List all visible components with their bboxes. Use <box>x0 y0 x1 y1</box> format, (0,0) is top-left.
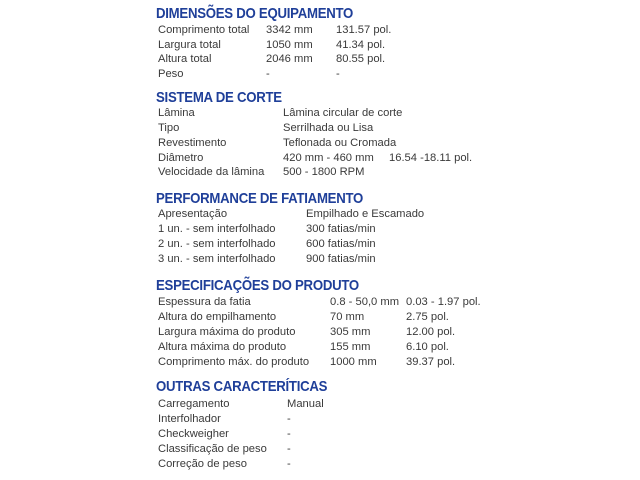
spec-value-alt: 80.55 pol. <box>336 53 386 65</box>
spec-label: Checkweigher <box>158 428 229 440</box>
spec-value: 1050 mm <box>266 39 313 51</box>
spec-value: Empilhado e Escamado <box>306 208 425 220</box>
spec-row <box>0 237 640 252</box>
spec-value: 500 - 1800 RPM <box>283 166 365 178</box>
spec-row <box>0 412 640 427</box>
spec-row <box>0 165 640 180</box>
spec-value-alt: 131.57 pol. <box>336 24 392 36</box>
spec-label: 2 un. - sem interfolhado <box>158 238 276 250</box>
spec-label: Correção de peso <box>158 458 247 470</box>
spec-value: 900 fatias/min <box>306 253 376 265</box>
spec-row <box>0 222 640 237</box>
spec-label: Altura máxima do produto <box>158 341 287 353</box>
spec-value-alt: 0.03 - 1.97 pol. <box>406 296 481 308</box>
section-title: ESPECIFICAÇÕES DO PRODUTO <box>156 277 359 294</box>
spec-value: 3342 mm <box>266 24 313 36</box>
spec-label: Interfolhador <box>158 413 221 425</box>
spec-value: 305 mm <box>330 326 371 338</box>
spec-value: 300 fatias/min <box>306 223 376 235</box>
spec-row <box>0 151 640 166</box>
section-title: SISTEMA DE CORTE <box>156 89 282 106</box>
spec-label: Lâmina <box>158 107 195 119</box>
spec-row <box>0 397 640 412</box>
spec-label: Largura máxima do produto <box>158 326 296 338</box>
section-title: OUTRAS CARACTERÍTICAS <box>156 378 328 395</box>
spec-value-alt: - <box>336 68 340 80</box>
spec-row <box>0 121 640 136</box>
spec-row <box>0 325 640 340</box>
spec-value: - <box>287 413 291 425</box>
spec-row <box>0 136 640 151</box>
spec-row <box>0 457 640 472</box>
spec-row <box>0 67 640 82</box>
spec-value: Lâmina circular de corte <box>283 107 403 119</box>
spec-row <box>0 442 640 457</box>
spec-value-alt: 6.10 pol. <box>406 341 449 353</box>
spec-label: Altura total <box>158 53 212 65</box>
spec-label: Apresentação <box>158 208 228 220</box>
spec-value: 1000 mm <box>330 356 377 368</box>
spec-row <box>0 355 640 370</box>
spec-row <box>0 310 640 325</box>
spec-label: Espessura da fatia <box>158 296 251 308</box>
spec-label: Comprimento máx. do produto <box>158 356 310 368</box>
spec-row <box>0 38 640 53</box>
spec-value: - <box>266 68 270 80</box>
section-title: DIMENSÕES DO EQUIPAMENTO <box>156 5 354 22</box>
spec-label: Altura do empilhamento <box>158 311 277 323</box>
spec-value-alt: 2.75 pol. <box>406 311 449 323</box>
spec-value: 155 mm <box>330 341 371 353</box>
spec-value: - <box>287 458 291 470</box>
spec-value: 600 fatias/min <box>306 238 376 250</box>
spec-label: Peso <box>158 68 184 80</box>
spec-row <box>0 106 640 121</box>
spec-value: Manual <box>287 398 324 410</box>
spec-row <box>0 207 640 222</box>
spec-label: Classificação de peso <box>158 443 267 455</box>
spec-row <box>0 23 640 38</box>
spec-label: Velocidade da lâmina <box>158 166 265 178</box>
spec-label: Largura total <box>158 39 221 51</box>
spec-value-alt: 12.00 pol. <box>406 326 456 338</box>
spec-value-alt: 39.37 pol. <box>406 356 456 368</box>
section-title: PERFORMANCE DE FATIAMENTO <box>156 190 364 207</box>
spec-label: Comprimento total <box>158 24 250 36</box>
spec-label: Tipo <box>158 122 180 134</box>
spec-value: 2046 mm <box>266 53 313 65</box>
spec-row <box>0 295 640 310</box>
spec-label: 3 un. - sem interfolhado <box>158 253 276 265</box>
spec-value: Serrilhada ou Lisa <box>283 122 374 134</box>
spec-row <box>0 252 640 267</box>
spec-label: Carregamento <box>158 398 230 410</box>
spec-value-alt: 41.34 pol. <box>336 39 386 51</box>
spec-row <box>0 427 640 442</box>
spec-value: 70 mm <box>330 311 365 323</box>
spec-value-alt: 16.54 -18.11 pol. <box>389 152 473 164</box>
spec-row <box>0 52 640 67</box>
spec-value: Teflonada ou Cromada <box>283 137 397 149</box>
spec-value: 420 mm - 460 mm <box>283 152 374 164</box>
spec-row <box>0 340 640 355</box>
spec-label: 1 un. - sem interfolhado <box>158 223 276 235</box>
spec-label: Diâmetro <box>158 152 204 164</box>
spec-value: - <box>287 443 291 455</box>
spec-value: 0.8 - 50,0 mm <box>330 296 400 308</box>
spec-value: - <box>287 428 291 440</box>
spec-label: Revestimento <box>158 137 227 149</box>
